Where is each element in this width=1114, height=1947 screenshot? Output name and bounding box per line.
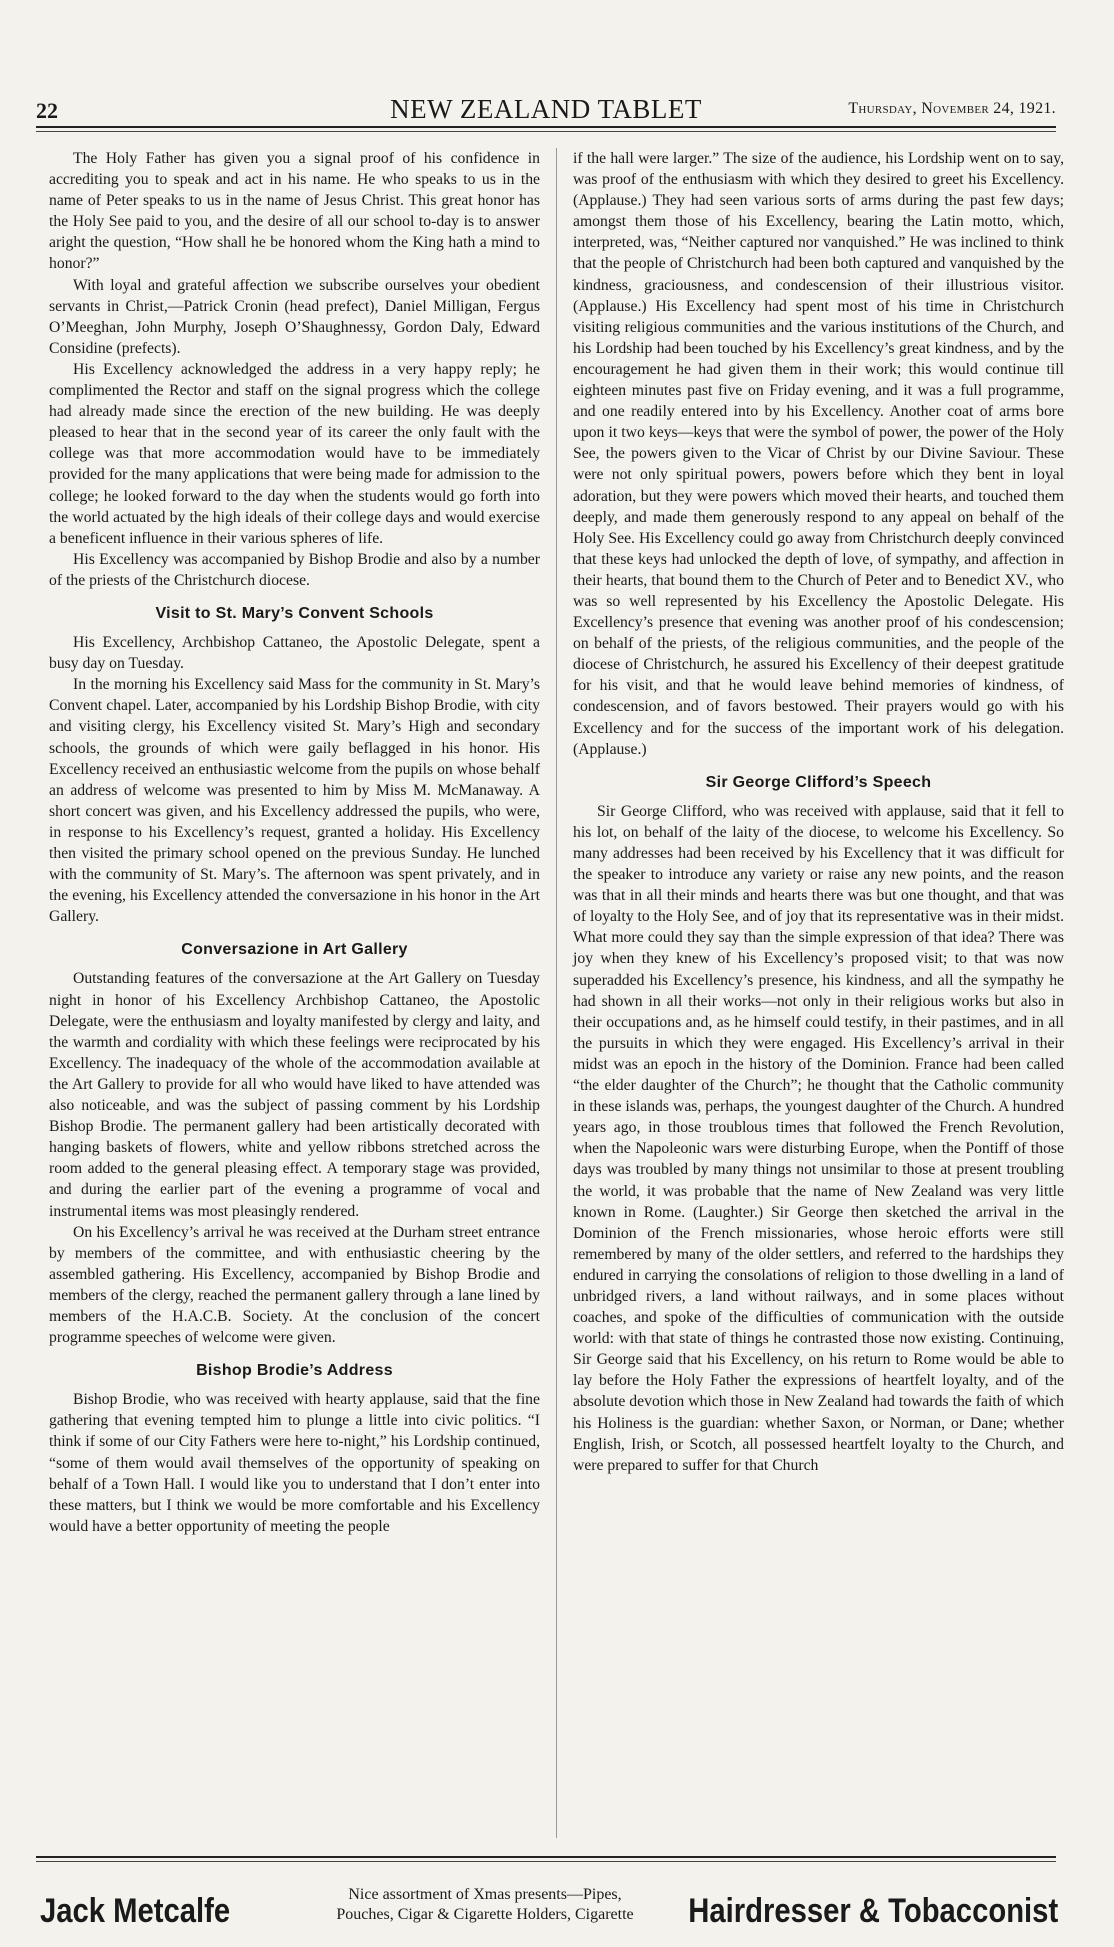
section-heading: Conversazione in Art Gallery [181, 941, 408, 959]
ad-copy-line: Pouches, Cigar & Cigarette Holders, Cigarette [336, 1906, 634, 1923]
article-paragraph: With loyal and grateful affection we subscribe ourselves your obedient servants in Christ,—Patrick Cronin (head prefect), Daniel Milligan, Fergus O’Meeghan, John Murphy, Joseph O’Shaughnessy, Gordon Daly, Edward Considine (prefects). [49, 276, 540, 357]
article-paragraph: In the morning his Excellency said Mass for the community in St. Mary’s Convent chapel. Later, accompanied by his Lordship Bishop Brodie, with city and visiting clergy, his Excellency visited St. Mary’s High and secondary schools, the grounds of which were gaily beflagged in his honor. His Excellency received an enthusiastic welcome from the pupils on whose behalf an address of welcome was presented to him by Miss M. McManaway. A short concert was given, and his Excellency addressed the pupils, who were, in response to his Excellency’s request, granted a holiday. His Excellency then visited the primary school opened on the previous Sunday. He lunched with the community of St. Mary’s. The afternoon was spent privately, and in the evening, his Excellency attended the conversazione in his honor in the Art Gallery. [49, 676, 540, 926]
ad-business-type: Hairdresser & Tobacconist [688, 1892, 1058, 1930]
article-paragraph: His Excellency acknowledged the address in a very happy reply; he complimented the Rector and staff on the signal progress which the college had already made since the erection of the new building. He was deeply pleased to hear that in the second year of its career the only fault with the college was that more accommodation would have to be immediately provided for the many applications that were being made for admission to the college; he looked forward to the day when the students would go forth into the world actuated by the high ideals of their college days and would exercise a beneficent influence in their various spheres of life. [49, 360, 540, 547]
article-paragraph: The Holy Father has given you a signal proof of his confidence in accrediting you to speak and act in his name. He who speaks to us in the name of Peter speaks to us in the name of Jesus Christ. This great honor has the Holy See paid to you, and the desire of all our school to-day is to answer aright the question, “How shall he be honored whom the King hath a mind to honor?” [49, 150, 540, 273]
left-column [49, 148, 540, 1537]
page-number: 22 [36, 98, 58, 123]
right-column [573, 148, 1064, 1476]
header-rule [36, 126, 1056, 128]
article-paragraph: His Excellency, Archbishop Cattaneo, the Apostolic Delegate, spent a busy day on Tuesday. [49, 634, 540, 673]
section-heading: Sir George Clifford’s Speech [705, 773, 932, 791]
ad-advertiser-name: Jack Metcalfe [40, 1892, 231, 1930]
ad-copy-line: Nice assortment of Xmas presents—Pipes, [348, 1886, 622, 1903]
article-paragraph: Outstanding features of the conversazione at the Art Gallery on Tuesday night in honor of his Excellency Archbishop Cattaneo, the Apostolic Delegate, were the enthusiasm and loyalty manifested by clergy and laity, and the warmth and cordiality with which these feelings were reciprocated by his Excellency. The inadequacy of the whole of the accommodation available at the Art Gallery to provide for all who would have liked to have attended was also noticeable, and was the subject of passing comment by his Lordship Bishop Brodie. The permanent gallery had been artistically decorated with hanging baskets of flowers, white and yellow ribbons stretched across the room added to the general pleasing effect. A temporary stage was provided, and during the earlier part of the evening a programme of vocal and instrumental items was most pleasingly rendered. [49, 970, 540, 1220]
section-heading: Bishop Brodie’s Address [196, 1362, 393, 1380]
masthead-title: NEW ZEALAND TABLET [390, 94, 702, 124]
issue-date: Thursday, November 24, 1921. [848, 100, 1056, 117]
header-rule-thin [36, 131, 1056, 132]
article-paragraph: His Excellency was accompanied by Bishop Brodie and also by a number of the priests of the Christchurch diocese. [49, 550, 540, 589]
ad-copy [290, 1885, 680, 1925]
article-paragraph: Sir George Clifford, who was received with applause, said that it fell to his lot, on behalf of the laity of the diocese, to welcome his Excellency. So many addresses had been received by his Excellency that it was difficult for the speaker to introduce any variety or raise any new points, and the reason was that in all their minds and hearts there was but one thought, and that was of loyalty to the Holy See, and of joy that its representative was in their midst. What more could they say than the simple expression of that idea? There was joy when they knew of his Excellency’s proposed visit; to that was now superadded his Excellency’s presence, his kindness, and all the sympathy he had shown in all their works—not only in their religious works but also in their occupations and, as he himself could testify, in their pastimes, and in all the pursuits in which they were engaged. His Excellency’s arrival in their midst was an epoch in the history of the Dominion. France had been called “the elder daughter of the Church”; he thought that the Catholic community in these islands was, perhaps, the youngest daughter of the Church. A hundred years ago, in those troublous times that followed the French Revolution, when the Napoleonic wars were disturbing Europe, when the Pontiff of those days was troubled by many things not unsimilar to those at present troubling the world, it was probable that the name of New Zealand was very little known in Rome. (Laughter.) Sir George then sketched the arrival in the Dominion of the French missionaries, whose heroic efforts were still remembered by many of the older settlers, and referred to the hardships they endured in carrying the consolations of religion to those dwelling in a land of unbridged rivers, a land without railways, and in some places without coaches, and spoke of the difficulties of communication with the outside world: with that state of things he contrasted those now existing. Continuing, Sir George said that his Excellency, on his return to Rome would be able to lay before the Holy Father the expressions of heartfelt loyalty, and of the absolute devotion which those in New Zealand had towards the faith of which his Holiness is the guardian: whether Saxon, or Norman, or Dane; whether English, Irish, or Scotch, all possessed heartfelt loyalty to the Church, and were prepared to suffer for that Church [573, 802, 1065, 1474]
section-heading: Visit to St. Mary’s Convent Schools [155, 604, 434, 622]
column-divider [556, 148, 557, 1838]
article-paragraph: if the hall were larger.” The size of the audience, his Lordship went on to say, was proof of the enthusiasm with which they desired to greet his Excellency. (Applause.) They had seen various sorts of arms during the past few days; amongst them those of his Excellency, bearing the Latin motto, which, interpreted, was, “Neither captured nor vanquished.” He was inclined to think that the people of Christchurch had been both captured and vanquished by the kindness, graciousness, and condescension of their illustrious visitor. (Applause.) His Excellency had spent most of his time in Christchurch visiting religious communities and the various institutions of the Church, and his Lordship had been touched by his Excellency’s great kindness, and by the encouragement he had given them in their work; this would continue till eighteen minutes past five on Friday evening, and it was a full programme, and one readily entered into by his Excellency. Another coat of arms bore upon it two keys—keys that were the symbol of power, the power of the Holy See, the powers given to the Vicar of Christ by our Divine Saviour. These were not only spiritual powers, powers before which they bent in loyal adoration, but they were powers which moved their hearts, and touched them deeply, and made them generously respond to any appeal on behalf of the Holy See. His Excellency could go away from Christchurch deeply convinced that these keys had unlocked the depth of love, of sympathy, and affection in their hearts, that bound them to the Church of Peter and to Benedict XV., who was so well represented by his Excellency the Apostolic Delegate. His Excellency’s presence that evening was another proof of his condescension; on behalf of the priests, of the religious communities, and the people of the diocese of Christchurch, he assured his Excellency of their deepest gratitude for his visit, and that he would leave behind memories of kindness, of condescension, and of favors bestowed. Their prayers would go with his Excellency and for the success of the important work of his delegation. (Applause.) [573, 150, 1064, 758]
footer-rule [36, 1856, 1056, 1858]
footer-rule-thin [36, 1861, 1056, 1862]
article-paragraph: Bishop Brodie, who was received with hearty applause, said that the fine gathering that evening tempted him to plunge a little into civic politics. “I think if some of our City Fathers were here to-night,” his Lordship continued, “some of them would avail themselves of the opportunity of speaking on behalf of a Town Hall. I would like you to understand that I don’t enter into these matters, but I think we would be more comfortable and his Excellency would have a better opportunity of meeting the people [49, 1391, 540, 1535]
article-paragraph: On his Excellency’s arrival he was received at the Durham street entrance by members of the committee, and with enthusiastic cheering by the assembled gathering. His Excellency, accompanied by Bishop Brodie and members of the clergy, reached the permanent gallery through a lane lined by members of the H.A.C.B. Society. At the conclusion of the concert programme speeches of welcome were given. [49, 1223, 540, 1347]
page-header [36, 94, 1056, 124]
advertisement-footer [0, 1868, 1114, 1947]
